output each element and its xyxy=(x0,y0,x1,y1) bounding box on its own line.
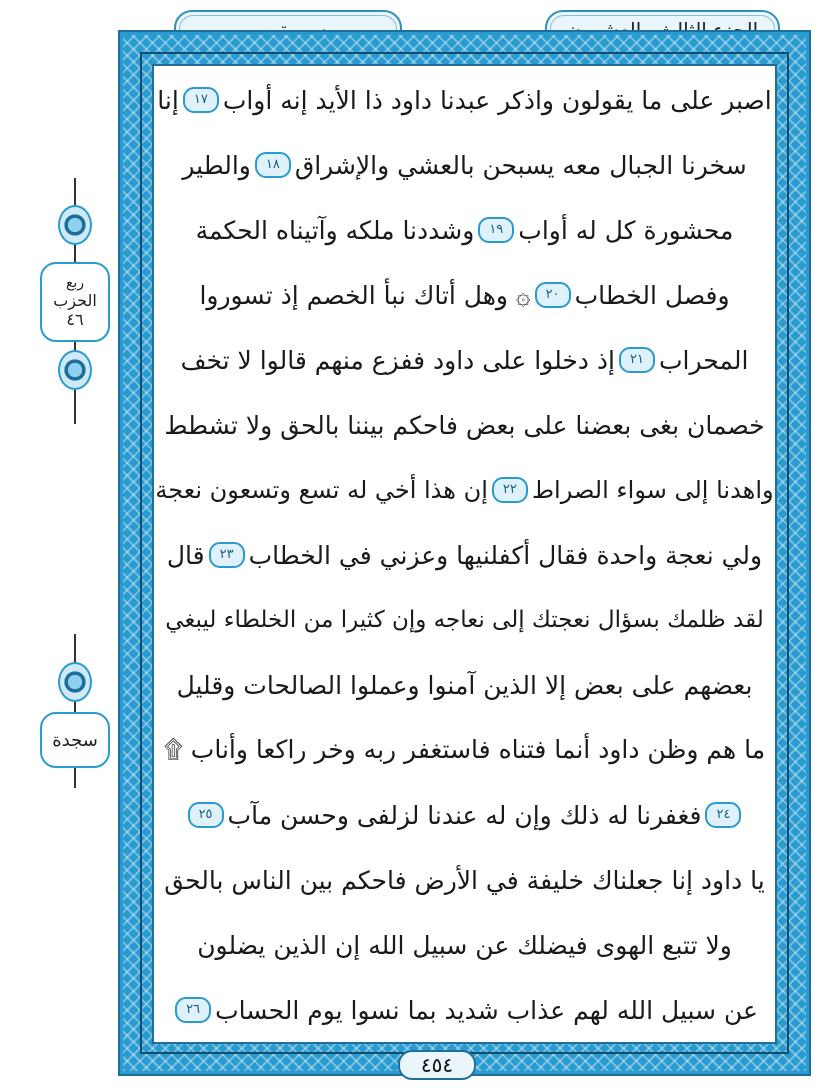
ornament-knot-icon xyxy=(58,662,92,702)
page-number: ٤٥٤ xyxy=(420,1053,454,1077)
quran-line: يا داود إنا جعلناك خليفة في الأرض فاحكم بين الناس بالحق xyxy=(164,865,765,895)
quran-line: اصبر على ما يقولون واذكر عبدنا داود ذا الأيد إنه أواب ١٧ إنا xyxy=(157,85,772,115)
aya-number-marker: ٢٦ xyxy=(175,997,211,1023)
hizb-quarter-label: ربع xyxy=(65,275,85,291)
aya-number-marker: ٢٢ xyxy=(492,477,528,503)
quran-line: ٢٤ فغفرنا له ذلك وإن له عندنا لزلفى وحسن مآب ٢٥ xyxy=(154,783,775,847)
sajda-marker xyxy=(40,712,110,768)
aya-number-marker: ١٧ xyxy=(183,87,219,113)
aya-number-marker: ٢٣ xyxy=(209,542,245,568)
aya-number-marker: ٢٤ xyxy=(705,802,741,828)
quran-line: المحراب ٢١ إذ دخلوا على داود ففزع منهم قالوا لا تخف xyxy=(180,345,749,375)
hizb-number: ٤٦ xyxy=(66,310,84,329)
aya-number-marker: ٢٠ xyxy=(535,282,571,308)
quran-line: عن سبيل الله لهم عذاب شديد بما نسوا يوم الحساب ٢٦ xyxy=(154,978,775,1042)
quran-line: ولا تتبع الهوى فيضلك عن سبيل الله إن الذين يضلون xyxy=(197,930,732,960)
quran-line: وفصل الخطاب ٢٠ ۞ وهل أتاك نبأ الخصم إذ تسوروا xyxy=(199,280,730,310)
aya-number-marker: ٢١ xyxy=(619,347,655,373)
aya-number-marker: ٢٥ xyxy=(188,802,224,828)
page-number-box xyxy=(398,1050,476,1080)
quran-line: ما هم وظن داود أنما فتناه فاستغفر ربه وخر راكعا وأناب ۩ xyxy=(163,735,766,764)
hizb-marker xyxy=(40,262,110,342)
text-panel xyxy=(152,64,777,1044)
hizb-label: الحزب xyxy=(53,291,97,310)
aya-number-marker: ١٩ xyxy=(478,217,514,243)
quran-line: خصمان بغى بعضنا على بعض فاحكم بيننا بالحق ولا تشطط xyxy=(164,410,765,440)
quran-line: سخرنا الجبال معه يسبحن بالعشي والإشراق ١٨ والطير xyxy=(182,150,747,180)
quran-line: واهدنا إلى سواء الصراط ٢٢ إن هذا أخي له تسع وتسعون نعجة xyxy=(155,476,774,504)
aya-number-marker: ١٨ xyxy=(255,152,291,178)
ornament-knot-icon xyxy=(58,205,92,245)
quran-line: محشورة كل له أواب ١٩ وشددنا ملكه وآتيناه الحكمة xyxy=(195,215,734,245)
ornament-knot-icon xyxy=(58,350,92,390)
quran-line: لقد ظلمك بسؤال نعجتك إلى نعاجه وإن كثيرا من الخلطاء ليبغي xyxy=(165,607,764,633)
quran-line: ولي نعجة واحدة فقال أكفلنيها وعزني في الخطاب ٢٣ قال xyxy=(166,540,763,570)
quran-line: بعضهم على بعض إلا الذين آمنوا وعملوا الصالحات وقليل xyxy=(176,670,753,700)
sajda-label: سجدة xyxy=(52,729,98,751)
